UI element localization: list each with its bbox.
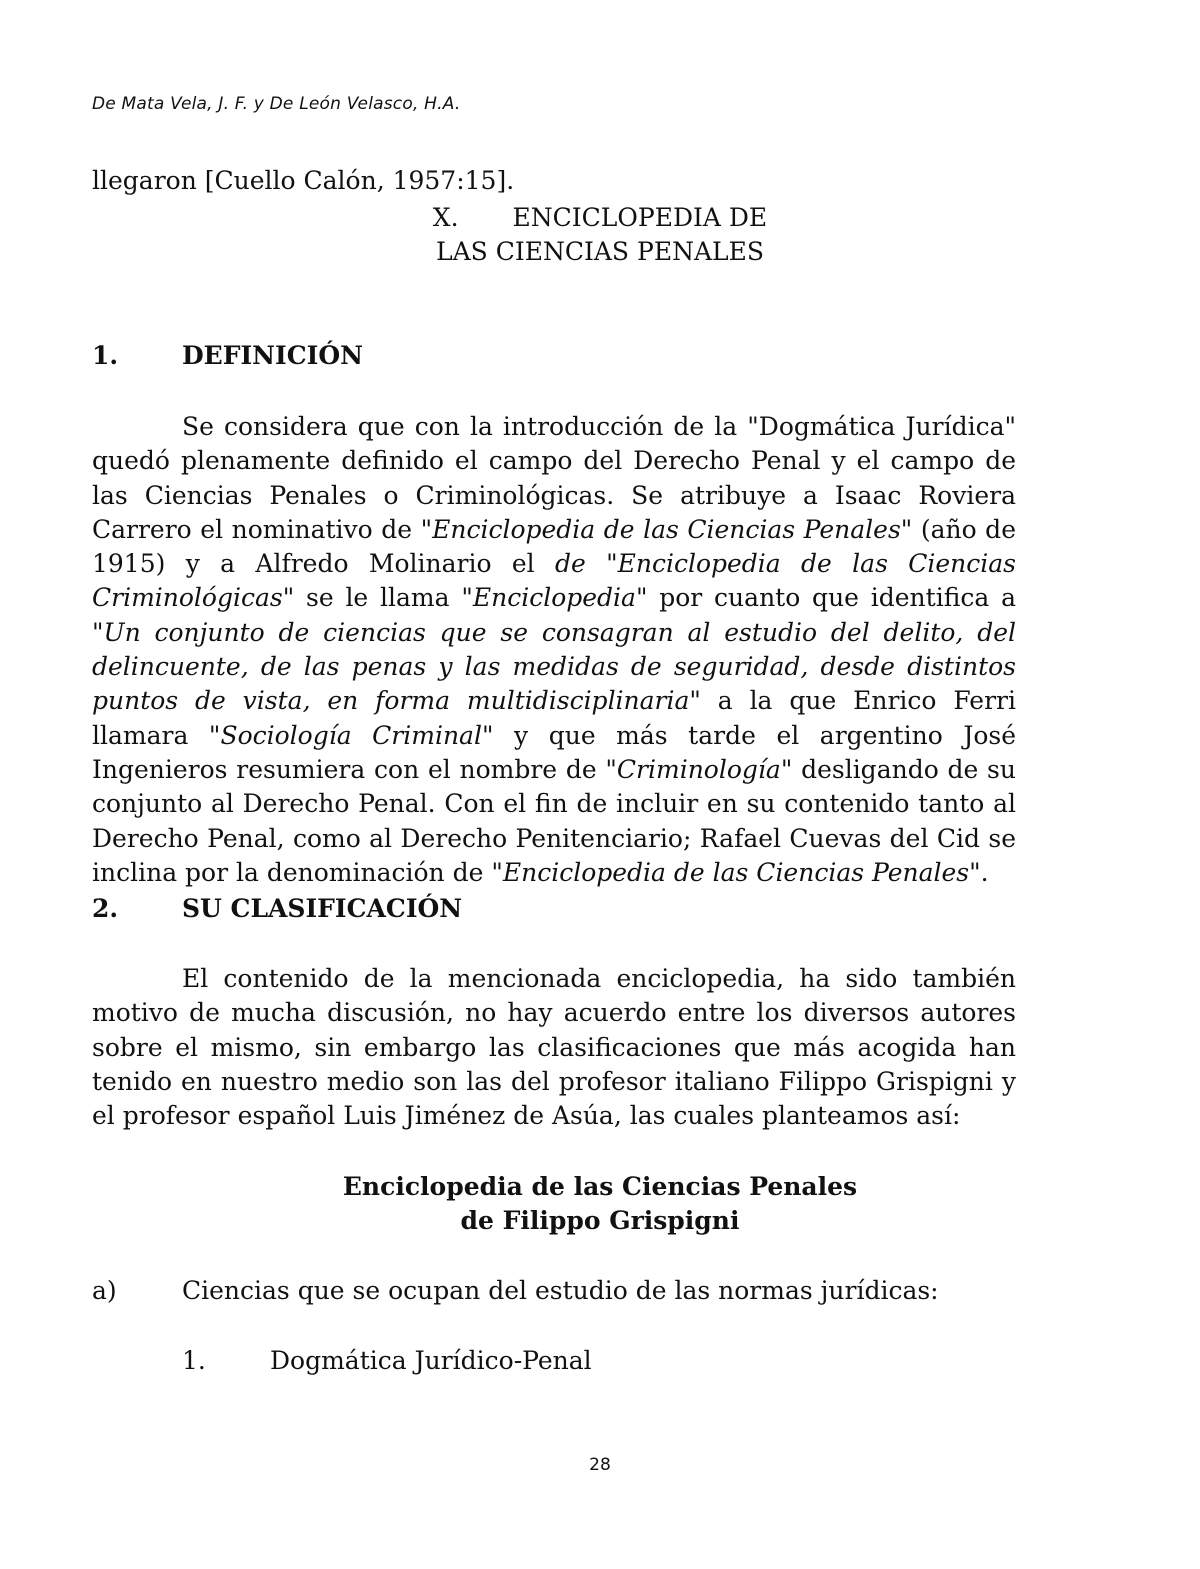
chapter-heading <box>0 201 1200 269</box>
section-2-paragraph <box>92 962 1016 1133</box>
section-1-heading <box>92 339 363 373</box>
section-1-paragraph <box>92 410 1016 890</box>
chapter-title-line2: LAS CIENCIAS PENALES <box>436 237 764 266</box>
section-1-title: DEFINICIÓN <box>182 341 363 370</box>
section-2-number: 2. <box>92 894 119 923</box>
chapter-number: X. <box>432 203 459 232</box>
text-run: " y que más tarde el argentino José Ingenieros resumiera con el nombre de " <box>92 720 1017 784</box>
italic-run: Sociología Criminal <box>220 720 482 750</box>
page-number: 28 <box>589 1455 611 1475</box>
italic-run: Enciclopedia de las Ciencias Penales <box>502 857 970 887</box>
text-run: " (año de 1915) y a Alfredo Molinario el <box>92 514 1016 579</box>
section-1-number: 1. <box>92 341 119 370</box>
text-run: " se le llama " <box>282 583 473 613</box>
list-item-1-text: Dogmática Jurídico-Penal <box>270 1346 592 1375</box>
italic-run: Un conjunto de ciencias que se consagran al estudio del delito, del delincuente, de las penas y las medidas de seguridad, desde distintos puntos de vista, en forma multidisciplinaria <box>92 617 1016 716</box>
subsection-title-line1: Enciclopedia de las Ciencias Penales <box>342 1172 858 1201</box>
text-run: " a la que Enrico Ferri llamara " <box>92 686 1016 750</box>
list-item-a-text: Ciencias que se ocupan del estudio de las normas jurídicas: <box>182 1276 939 1305</box>
italic-run: Enciclopedia <box>472 583 636 613</box>
section-2-title: SU CLASIFICACIÓN <box>182 894 463 923</box>
text-run: ". <box>969 857 989 887</box>
text-run: " desligando de su conjunto al Derecho Penal. Con el fin de incluir en su contenido tanto al Derecho Penal, como al Derecho Penitenciario; Rafael Cuevas del Cid se inclina por la denominación de " <box>92 754 1016 887</box>
list-item-a <box>92 1274 939 1308</box>
subsection-title <box>0 1170 1200 1238</box>
text-run: El contenido de la mencionada enciclopedia, ha sido también motivo de mucha discusión, no hay acuerdo entre los diversos autores sobre el mismo, sin embargo las clasificaciones que más acogida han tenido en nuestro medio son las del profesor italiano Filippo Grispigni y el profesor español Luis Jiménez de Asúa, las cuales planteamos así: <box>92 964 1016 1131</box>
list-item-a-label: a) <box>92 1276 117 1305</box>
section-2-heading <box>92 892 462 926</box>
running-head: De Mata Vela, J. F. y De León Velasco, H.A. <box>92 94 461 114</box>
italic-run: Enciclopedia de las Ciencias Penales <box>432 514 901 544</box>
italic-run: de "Enciclopedia de las Ciencias Criminológicas <box>92 549 1016 613</box>
italic-run: Criminología <box>616 754 781 784</box>
lead-line: llegaron [Cuello Calón, 1957:15]. <box>92 166 515 195</box>
chapter-title-row1 <box>0 201 1200 235</box>
list-item-1 <box>182 1344 592 1378</box>
text-run: " por cuanto que identifica a " <box>92 583 1016 647</box>
text-run: Se considera que con la introducción de la "Dogmática Jurídica" quedó plenamente definido el campo del Derecho Penal y el campo de las Ciencias Penales o Criminológicas. Se atribuye a Isaac Roviera Carrero el nominativo de " <box>92 412 1016 544</box>
subsection-title-line2: de Filippo Grispigni <box>460 1206 740 1235</box>
chapter-title-line1: ENCICLOPEDIA DE <box>512 203 768 232</box>
list-item-1-label: 1. <box>182 1346 206 1375</box>
